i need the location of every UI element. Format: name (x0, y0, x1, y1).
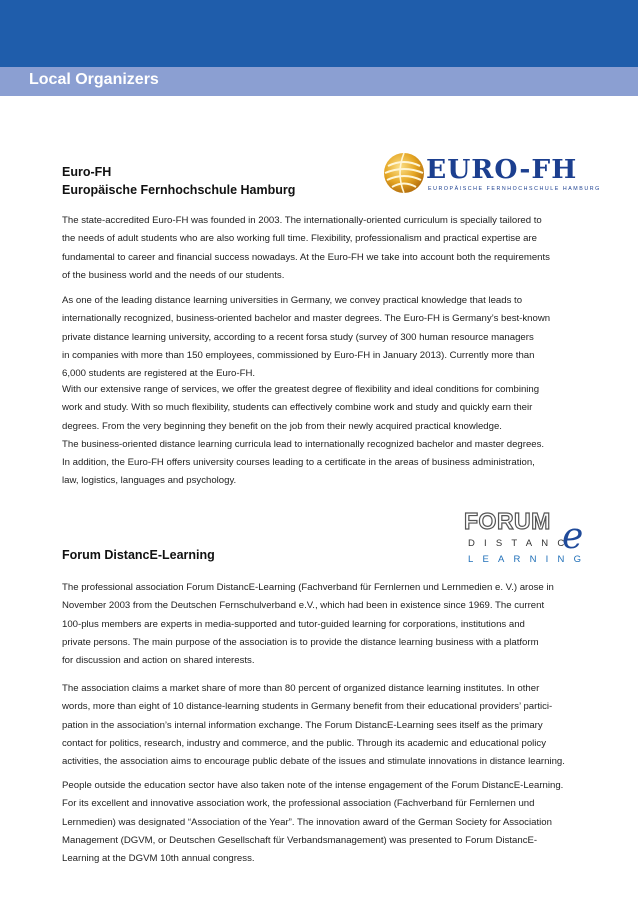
gold-globe-emblem-icon (382, 150, 426, 196)
text-line: The professional association Forum DistancE-Learning (Fachverband für Fernlernen und Lernmedien e. V.) arose in (62, 582, 554, 593)
forum-paragraph-3 (62, 777, 602, 868)
text-line: internationally recognized, business-oriented bachelor and master degrees. The Euro-FH is Germany’s best-known (62, 313, 551, 325)
text-line: November 2003 from the Deutschen Fernschulverband e.V., which had been in existence since 1969. The current (62, 600, 545, 612)
text-line: For its excellent and innovative association work, the professional association (Fachverband für Fernlernen und (62, 798, 535, 810)
text-line: law, logistics, languages and psychology. (62, 475, 237, 487)
euro-fh-title: Euro-FH (62, 165, 112, 179)
section-title: Local Organizers (29, 71, 159, 88)
forum-paragraph-2 (62, 680, 602, 771)
forum-title: Forum DistancE-Learning (62, 548, 215, 562)
text-line: activities, the association aims to encourage public debate of the issues and stimulate innovations in distance learning. (62, 756, 565, 768)
text-line: With our extensive range of services, we offer the greatest degree of flexibility and ideal conditions for combining (62, 384, 540, 395)
forum-paragraph-1 (62, 579, 602, 670)
text-line: private distance learning university, according to a recent forsa study (survey of 300 human resource managers (62, 331, 534, 343)
text-line: People outside the education sector have also taken note of the intense engagement of the Forum DistancE-Learning. (62, 780, 564, 791)
text-line: the needs of adult students who are also working full time. Flexibility, professionalism and practical expertise are (62, 233, 537, 245)
forum-logo-word: FORUM (464, 508, 551, 534)
euro-fh-logo (382, 150, 601, 198)
text-line: in companies with more than 150 employees, commissioned by Euro-FH in January 2013). Currently more than (62, 349, 535, 361)
text-line: private persons. The main purpose of the association is to provide the distance learning business with a platform (62, 636, 539, 648)
text-line: 100-plus members are experts in media-supported and tutor-guided learning for corporations, institutions and (62, 618, 525, 630)
text-line: degrees. From the very beginning they benefit on the job from their newly acquired practical knowledge. (62, 420, 502, 432)
forum-logo-distanc: DISTANC (468, 538, 574, 549)
euro-fh-logo-subtitle: EUROPÄISCHE FERNHOCHSCHULE HAMBURG (428, 186, 601, 192)
text-line: pation in the association’s internal information exchange. The Forum DistancE-Learning sees itself as the primary (62, 719, 543, 731)
text-line: As one of the leading distance learning universities in Germany, we convey practical knowledge that leads to (62, 295, 523, 306)
text-line: of the business world and the needs of our students. (62, 269, 285, 281)
top-header-band (0, 0, 638, 67)
text-line: The state-accredited Euro-FH was founded in 2003. The internationally-oriented curriculum is specially tailored to (62, 215, 542, 226)
text-line: words, more than eight of 10 distance-learning students in Germany benefit from their educational providers’ partici- (62, 701, 553, 713)
euro-fh-full-name: Europäische Fernhochschule Hamburg (62, 183, 296, 197)
text-line: The business-oriented distance learning curricula lead to internationally recognized bachelor and master degrees. (62, 438, 545, 450)
text-line: Management (DGVM, or Deutschen Gesellschaft für Verbandsmanagement) was presented to Forum DistancE- (62, 834, 538, 846)
text-line: In addition, the Euro-FH offers university courses leading to a certificate in the areas of business administration, (62, 457, 535, 469)
text-line: 6,000 students are registered at the Euro-FH. (62, 368, 256, 380)
text-line: fundamental to career and financial success nowadays. At the Euro-FH we take into account both the requirements (62, 251, 550, 263)
forum-logo-learning: LEARNING (468, 554, 591, 565)
text-line: for discussion and action on shared interests. (62, 655, 255, 667)
forum-logo-e: e (562, 516, 584, 557)
text-line: Lernmedien) was designated “Association of the Year”. The innovation award of the German Society for Association (62, 816, 552, 828)
section-header-bar (0, 67, 638, 96)
text-line: contact for politics, research, industry and commerce, and the public. Through its academic and educational policy (62, 737, 547, 749)
text-line: work and study. With so much flexibility, students can effectively combine work and study and quickly earn their (62, 402, 533, 414)
text-line: Learning at the DGVM 10th annual congress. (62, 853, 255, 865)
text-line: The association claims a market share of more than 80 percent of organized distance learning institutes. In other (62, 683, 540, 694)
euro-fh-paragraph-1 (62, 212, 602, 285)
euro-fh-logo-word: EURO-FH (426, 154, 578, 185)
euro-fh-paragraph-3 (62, 381, 602, 491)
euro-fh-paragraph-2 (62, 292, 602, 383)
forum-distance-learning-logo (462, 506, 592, 568)
